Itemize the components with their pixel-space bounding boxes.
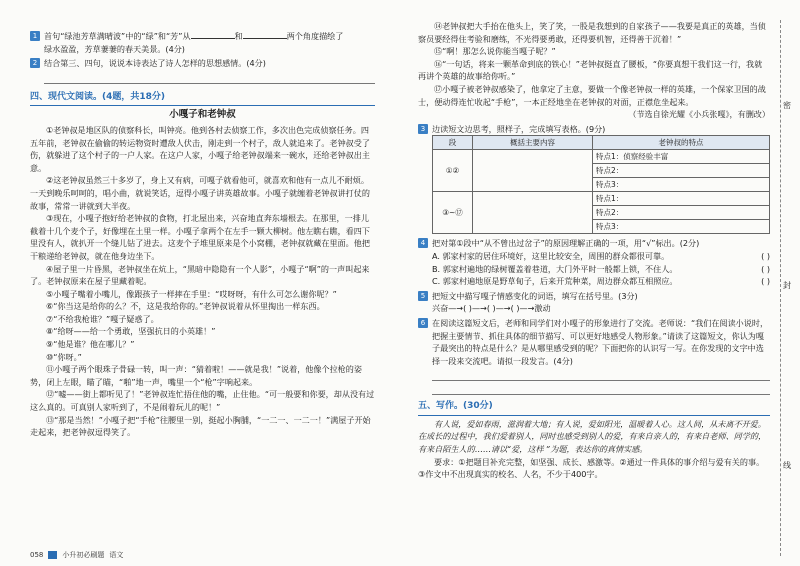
series-name: 小升初必刷题 bbox=[62, 551, 105, 559]
question-number-badge: 4 bbox=[418, 238, 428, 248]
page-footer bbox=[30, 550, 123, 560]
story-paragraph: ⑥“你当这是给你的么？不，这是我给你的。”老钟叔说着从怀里掏出一样东西。 bbox=[46, 301, 325, 312]
summary-table bbox=[432, 135, 770, 234]
story-paragraph: ⑨“他是谁？他在哪儿？” bbox=[46, 339, 135, 350]
story-paragraph: ⑫“嘘——街上都听见了！”老钟叔连忙捂住他的嘴，止住他。“可一般要和你要，却从没有过这么真的。可真别人家听到了，不是闹着玩儿的呢！” bbox=[30, 389, 375, 413]
emotion-flow[interactable]: 兴奋—→( )—→( )—→( )—→激动 bbox=[432, 303, 551, 314]
question-3: 3 边读短文边思考，照样子，完成填写表格。(9分) bbox=[418, 123, 770, 136]
answer-blank[interactable] bbox=[243, 30, 287, 39]
side-mark: 封 bbox=[783, 281, 791, 290]
answer-blank[interactable] bbox=[191, 30, 235, 39]
section-4-header: 四、现代文阅读。(4题，共18分) bbox=[30, 90, 375, 107]
right-column bbox=[418, 20, 770, 481]
story-paragraph: ⑰小嘎子被老钟叔感染了，他拿定了主意，要做一个像老钟叔一样的英雄，一个保家卫国的战士，便动得连忙收起“手枪”，一本正经地坐在老钟叔的对面，正襟危坐起来。 bbox=[418, 83, 766, 107]
story-paragraph: ⑩“你呀。” bbox=[46, 351, 82, 362]
story-paragraph: ⑧“给呀——给一个勇敢，坚强抗日的小英雄！” bbox=[46, 326, 216, 337]
story-paragraph: ④屋子里一片昏黑，老钟叔坐在炕上，“黑暗中隐隐有一个人影”，小嘎子“啊”的一声叫起来了。老钟叔原来在屋子里藏着呢。 bbox=[30, 263, 370, 287]
story-title: 小嘎子和老钟叔 bbox=[169, 109, 236, 121]
left-column bbox=[30, 30, 375, 439]
story-paragraph: ⑦“不给我枪谁？”嘎子疑惑了。 bbox=[46, 313, 159, 324]
answer-line[interactable] bbox=[432, 367, 770, 381]
table-header: 概括主要内容 bbox=[473, 136, 593, 150]
option-a[interactable]: A. 郭家村家的居住环境好，这里比较安全，周围的群众都很可靠。 ( ) bbox=[432, 250, 770, 261]
question-1: 1 首句“绿池芳草满晴波”中的“绿”和“芳”从 和 两个角度描绘了 绿水盈盈，芳草萋萋的春天美景。(4分) bbox=[30, 30, 375, 55]
story-paragraph: ⑮“啊！那怎么说你能当嘎子呢？” bbox=[434, 46, 556, 57]
option-b[interactable]: B. 郭家村遍地的绿树覆盖着巷道，大门外平时一般都上锁，不住人。 ( ) bbox=[432, 263, 770, 274]
binding-line bbox=[780, 20, 792, 556]
story-paragraph: ⑭老钟叔把大手抬在他头上，笑了笑，一股是我想到的自家孩子——我要是真正的英雄，当侦察员要经得住考验和磨练，不光得要勇敢，还得要机智，还得善于沉着！” bbox=[418, 21, 766, 44]
section-5-header: 五、写作。(30分) bbox=[418, 399, 770, 416]
side-mark: 线 bbox=[783, 461, 791, 470]
question-2: 2 结合第三、四句，说说本诗表达了诗人怎样的思想感情。(4分) bbox=[30, 57, 375, 84]
page-number: 058 bbox=[30, 551, 44, 559]
story-paragraph: ①老钟叔是地区队的侦察科长，叫钟亮。他到各村去侦察工作，多次出色完成侦察任务。四五年前，老钟叔在偷偷的转运物资时遭敌人伏击，刚走到一个村子，敌人就追来了。老钟叔受了伤，就躲进了这个村子的一户人家。在这户人家，小嘎子给老钟叔端来一碗水，还给老钟叔出主意。 bbox=[30, 124, 370, 173]
table-header: 老钟叔的特点 bbox=[593, 136, 770, 150]
story-paragraph: ⑤小嘎子嘴着小嘴儿，像跟孩子一样摔在手里：“哎呀呀，有什么可怎么谢你呢？” bbox=[46, 288, 337, 299]
essay-prompt: 有人说，爱如春雨，滋润着大地；有人说，爱如阳光，温暖着人心。这人间，从未离不开爱。在成长的过程中，我们爱着别人，同时也感受到别人的爱，有来自亲人的，有来自老师、同学的，有来自陌生人的……请以“爱，这样 ”为题，表达你的真情实感。 bbox=[418, 418, 767, 455]
question-6: 6 在阅读这篇短文后，老师和同学们对小嘎子的形象进行了交流。老师说：“我们在阅读小说时，把握主要情节、抓住具体的细节描写、可以更好地感受人物形象。”请读了这篇短文，你认为嘎子最突出的特点是什么？是从哪里感受到的呢？下面把你的认识写一写。在你发现的文字中选择一段来交流吧。请拟一段发言。(4分) bbox=[418, 317, 770, 395]
story-paragraph: ⑯“一句话，将来一颗革命到底的铁心！”老钟叔挺直了腰板，“你要真想干我们这一行，我就再讲个英雄的故事给你听。” bbox=[418, 58, 763, 82]
table-row: ③~⑰ 特点1： bbox=[433, 192, 770, 206]
question-number-badge: 6 bbox=[418, 318, 428, 328]
source-note: （节选自徐光耀《小兵张嘎》，有删改） bbox=[628, 109, 770, 120]
question-number-badge: 3 bbox=[418, 124, 428, 134]
table-row: 特点3： bbox=[433, 178, 770, 192]
answer-cell[interactable] bbox=[473, 192, 593, 234]
story-body bbox=[30, 124, 375, 439]
question-5: 5 把短文中描写嘎子情感变化的词语，填写在括号里。(3分) bbox=[418, 290, 770, 303]
side-mark: 密 bbox=[783, 101, 791, 110]
table-row: ①② 特点1：侦察经验丰富 bbox=[433, 150, 770, 164]
story-paragraph: ⑪小嘎子两个眼珠子骨碌一转，叫一声：“猜着啦！——就是我！”说着，他像个拉枪的姿势，闭上左眼，瞄了瞄，“啪”地一声，嘴里一个“枪”字响起来。 bbox=[30, 364, 362, 387]
answer-line[interactable] bbox=[44, 70, 375, 84]
subject-name: 语文 bbox=[109, 551, 124, 559]
question-number-badge: 2 bbox=[30, 58, 40, 68]
option-c[interactable]: C. 郭家村遍地原是野草甸子，后来开荒种菜，周边群众都互相照应。 ( ) bbox=[432, 276, 770, 287]
story-paragraph: ⑬“那是当然！”小嘎子把“手枪”往腰里一别，挺起小胸脯，“一二一、一二一！”满屋子开始走起来，把老钟叔逗得笑了。 bbox=[30, 414, 371, 438]
answer-line[interactable] bbox=[432, 381, 770, 395]
table-row: 特点3： bbox=[433, 220, 770, 234]
story-paragraph: ③现在，小嘎子抱好给老钟叔的食物，打北屋出来，兴奋地直奔东墙根去。在那里，一排儿截着十几个麦个子，好像埋在土里一样。小嘎子拿两个在左手一颗大柳树。他左瞧右瞧，看四下里没有人，就扒开一个缝儿钻了进去。这麦个子堆里原来是个小窝棚，老钟叔就藏在里面。他把干粮递给老钟叔，就在他身边坐下。 bbox=[30, 213, 370, 261]
table-row: 特点2： bbox=[433, 206, 770, 220]
book-icon bbox=[48, 551, 57, 559]
question-4: 4 把对第①段中“从不曾出过岔子”的原因理解正确的一项，用“√”标出。(2分) bbox=[418, 237, 770, 250]
essay-requirements: 要求：①把题目补充完整，如坚强、成长、感激等。②通过一件具体的事介绍与爱有关的事。③作文中不出现真实的校名、人名，不少于400字。 bbox=[418, 456, 765, 480]
table-row: 特点2： bbox=[433, 164, 770, 178]
question-number-badge: 1 bbox=[30, 31, 40, 41]
table-header: 段 bbox=[433, 136, 473, 150]
story-paragraph: ②这老钟叔虽然三十多岁了，身上又有病，可嘎子就看他可，就喜欢和他有一点儿不耐烦。一天到晚乐呵呵的，唱小曲，就说笑话，逗得小嘎子讲英雄故事。小嘎子就缠着老钟叔讲打仗的故事，常常一讲就到大半夜。 bbox=[30, 175, 370, 211]
question-number-badge: 5 bbox=[418, 291, 428, 301]
answer-cell[interactable] bbox=[473, 150, 593, 192]
